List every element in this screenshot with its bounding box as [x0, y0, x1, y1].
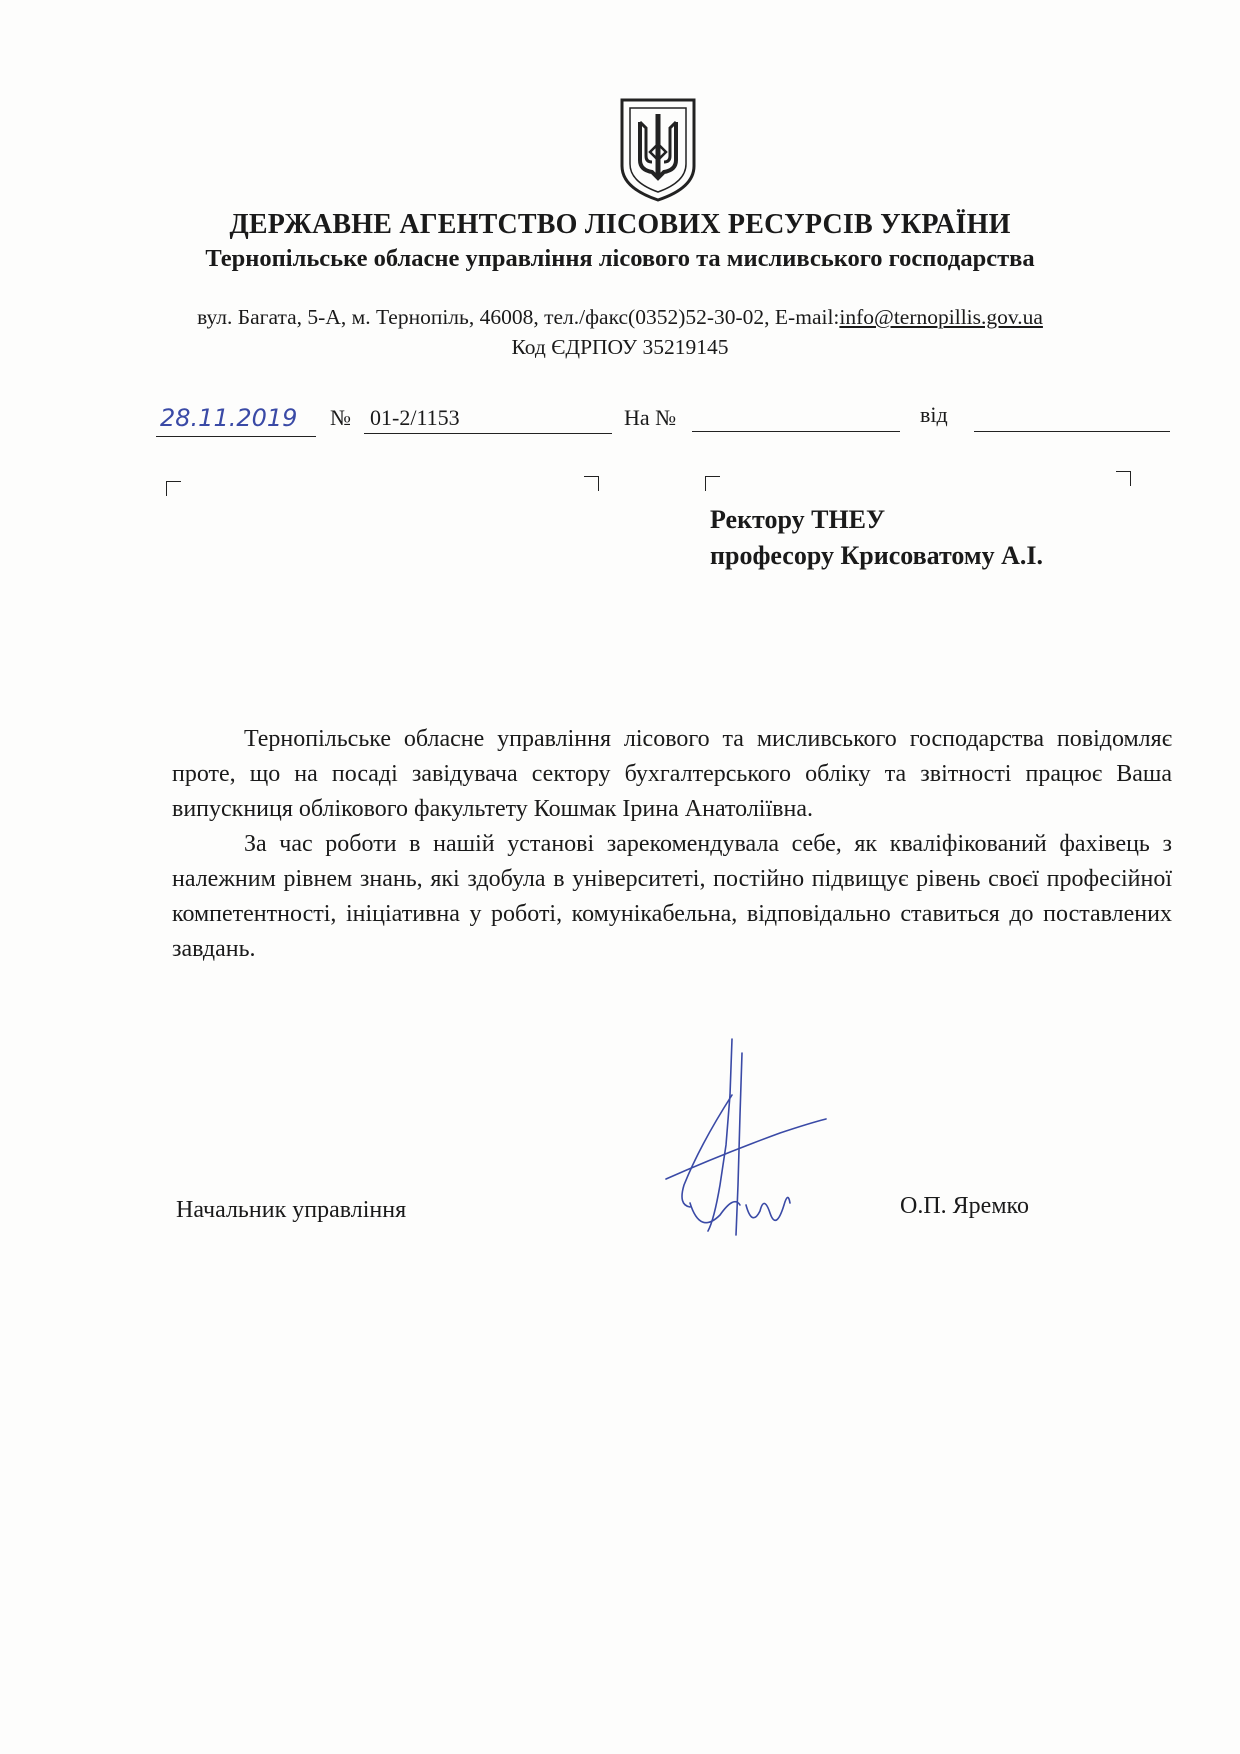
signatory-title: Начальник управління: [176, 1197, 407, 1223]
signatory-name: О.П. Яремко: [900, 1193, 1029, 1219]
corner-bracket-top-right-2: [1116, 471, 1131, 486]
corner-bracket-top-left: [166, 481, 181, 496]
reply-to-underline: [692, 431, 900, 432]
corner-bracket-top-right: [584, 476, 599, 491]
body-paragraph-1: Тернопільське обласне управління лісового та мисливського господарства повідомляє проте, що на посаді завідувача сектору бухгалтерського обліку та звітності працює Ваша випускниця облікового факультету Кошмак Ірина Анатоліївна.: [172, 726, 1172, 822]
department-name: Тернопільське обласне управління лісового та мисливського господарства: [205, 245, 1035, 272]
body-paragraph-2: За час роботи в нашій установі зарекомендувала себе, як кваліфікований фахівець з належним рівнем знань, які здобула в університеті, постійно підвищує рівень своєї професійної компетентності, ініціативна у роботі, комунікабельна, відповідально ставиться до поставлених завдань.: [172, 831, 1172, 962]
number-underline: [364, 433, 612, 434]
contact-address: [0, 305, 1240, 330]
email-link[interactable]: info@ternopillis.gov.ua: [839, 305, 1043, 329]
letter-number: 01-2/1153: [370, 405, 460, 430]
from-label: від: [920, 402, 948, 427]
corner-bracket-top-left-2: [705, 476, 720, 491]
date-underline: [156, 436, 316, 437]
edrpou-code: Код ЄДРПОУ 35219145: [511, 335, 729, 359]
trident-coat-of-arms-icon: [618, 96, 698, 204]
letter-body: [172, 722, 1172, 967]
from-underline: [974, 431, 1170, 432]
reply-to-label: На №: [624, 405, 677, 430]
agency-name: ДЕРЖАВНЕ АГЕНТСТВО ЛІСОВИХ РЕСУРСІВ УКРАЇНИ: [229, 209, 1011, 240]
address-text: вул. Багата, 5-А, м. Тернопіль, 46008, тел./факс(0352)52-30-02, E-mail:: [197, 305, 840, 329]
recipient-line-2: професору Крисоватому А.І.: [710, 541, 1044, 570]
letter-date: 28.11.2019: [160, 404, 298, 432]
recipient-line-1: Ректору ТНЕУ: [710, 505, 886, 534]
recipient-block: [710, 502, 1043, 574]
handwritten-signature-icon: [660, 1035, 840, 1245]
number-label: №: [330, 405, 351, 430]
